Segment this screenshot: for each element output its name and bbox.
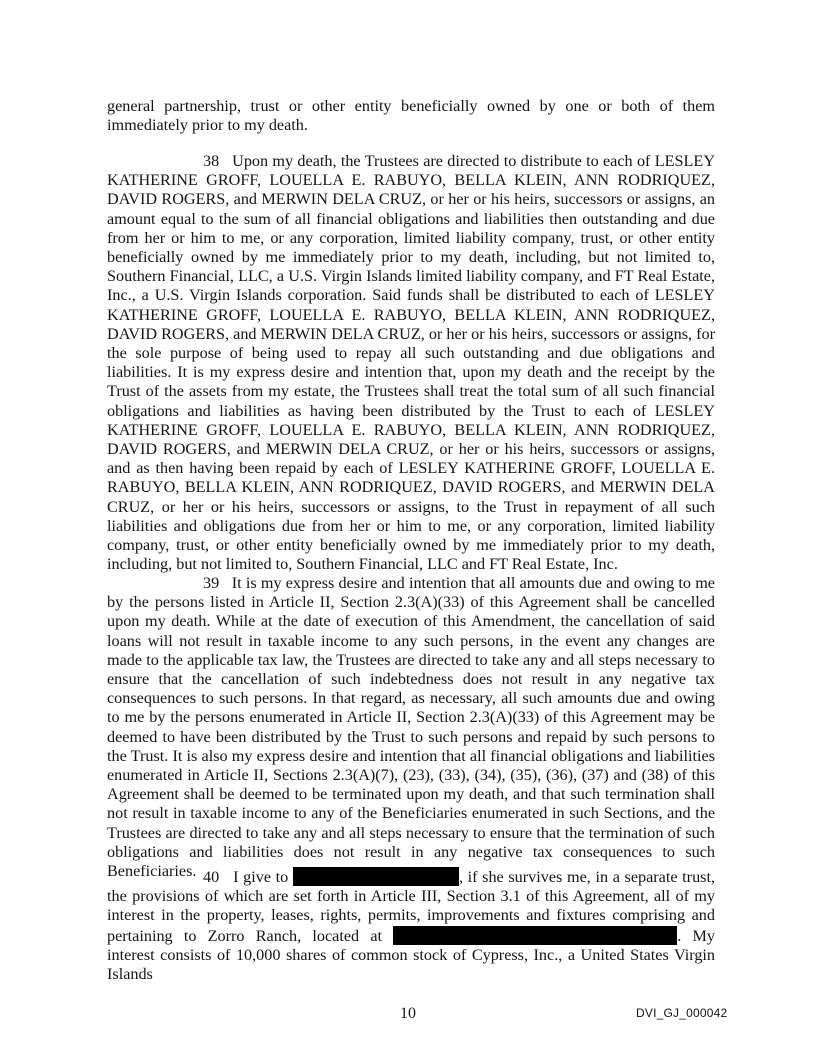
paragraph-text-part: , if she survives me, in a separate trust, the provisions of which are set forth in Article III, Section 3.1 of this Agreement, all of my interest in the property, leases, rights, permits, improvements and fixtures comprising and pertaining to Zorro Ranch, located at	[107, 868, 716, 945]
bates-number: DVI_GJ_000042	[636, 1006, 728, 1020]
paragraph-39	[107, 574, 715, 881]
paragraph-continuation	[107, 97, 715, 135]
paragraph-text-part: . My interest consists of 10,000 shares of common stock of Cypress, Inc., a United States Virgin Islands	[107, 926, 715, 984]
paragraph-number: 38	[203, 152, 220, 170]
redaction-box	[293, 867, 459, 886]
paragraph-40	[107, 867, 715, 984]
paragraph-text: general partnership, trust or other entity beneficially owned by one or both of them immediately prior to my death.	[107, 97, 715, 135]
paragraph-text-part: I give to	[233, 868, 289, 886]
paragraph-text: Upon my death, the Trustees are directed to distribute to each of LESLEY KATHERINE GROFF, LOUELLA E. RABUYO, BELLA KLEIN, ANN RODRIQUEZ, DAVID ROGERS, and MERWIN DELA CRUZ, or her or his heirs, successors or assigns, an amount equal to the sum of all financial obligations and liabilities then outstanding and due from her or him to me, or any corporation, limited liability company, trust, or other entity beneficially owned by me immediately prior to my death, including, but not limited to, Southern Financial, LLC, a U.S. Virgin Islands limited liability company, and FT Real Estate, Inc., a U.S. Virgin Islands corporation. Said funds shall be distributed to each of LESLEY KATHERINE GROFF, LOUELLA E. RABUYO, BELLA KLEIN, ANN RODRIQUEZ, DAVID ROGERS, and MERWIN DELA CRUZ, or her or his heirs, successors or assigns, for the sole purpose of being used to repay all such outstanding and due obligations and liabilities. It is my express desire and intention that, upon my death and the receipt by the Trust of the assets from my estate, the Trustees shall treat the total sum of all such financial obligations and liabilities as having been distributed by the Trust to each of LESLEY KATHERINE GROFF, LOUELLA E. RABUYO, BELLA KLEIN, ANN RODRIQUEZ, DAVID ROGERS, and MERWIN DELA CRUZ, or her or his heirs, successors or assigns, and as then having been repaid by each of LESLEY KATHERINE GROFF, LOUELLA E. RABUYO, BELLA KLEIN, ANN RODRIQUEZ, DAVID ROGERS, and MERWIN DELA CRUZ, or her or his heirs, successors or assigns, to the Trust in repayment of all such liabilities and obligations due from her or him to me, or any corporation, limited liability company, trust, or other entity beneficially owned by me immediately prior to my death, including, but not limited to, Southern Financial, LLC and FT Real Estate, Inc.	[107, 152, 716, 574]
paragraph-text: It is my express desire and intention that all amounts due and owing to me by the persons listed in Article II, Section 2.3(A)(33) of this Agreement shall be cancelled upon my death. While at the date of execution of this Amendment, the cancellation of said loans will not result in taxable income to any such persons, in the event any changes are made to the applicable tax law, the Trustees are directed to take any and all steps necessary to ensure that the cancellation of such indebtedness does not result in any negative tax consequences to such persons. In that regard, as necessary, all such amounts due and owing to me by the persons enumerated in Article II, Section 2.3(A)(33) of this Agreement may be deemed to have been distributed by the Trust to such persons and repaid by such persons to the Trust. It is also my express desire and intention that all financial obligations and liabilities enumerated in Article II, Sections 2.3(A)(7), (23), (33), (34), (35), (36), (37) and (38) of this Agreement shall be deemed to be terminated upon my death, and that such termination shall not result in taxable income to any of the Beneficiaries enumerated in such Sections, and the Trustees are directed to take any and all steps necessary to ensure that the termination of such obligations and liabilities does not result in any negative tax consequences to such Beneficiaries.	[107, 574, 715, 881]
paragraph-number: 39	[203, 574, 220, 592]
redaction-box	[393, 926, 677, 945]
paragraph-number: 40	[203, 868, 220, 886]
paragraph-38	[107, 152, 715, 574]
page-number: 10	[400, 1005, 416, 1022]
